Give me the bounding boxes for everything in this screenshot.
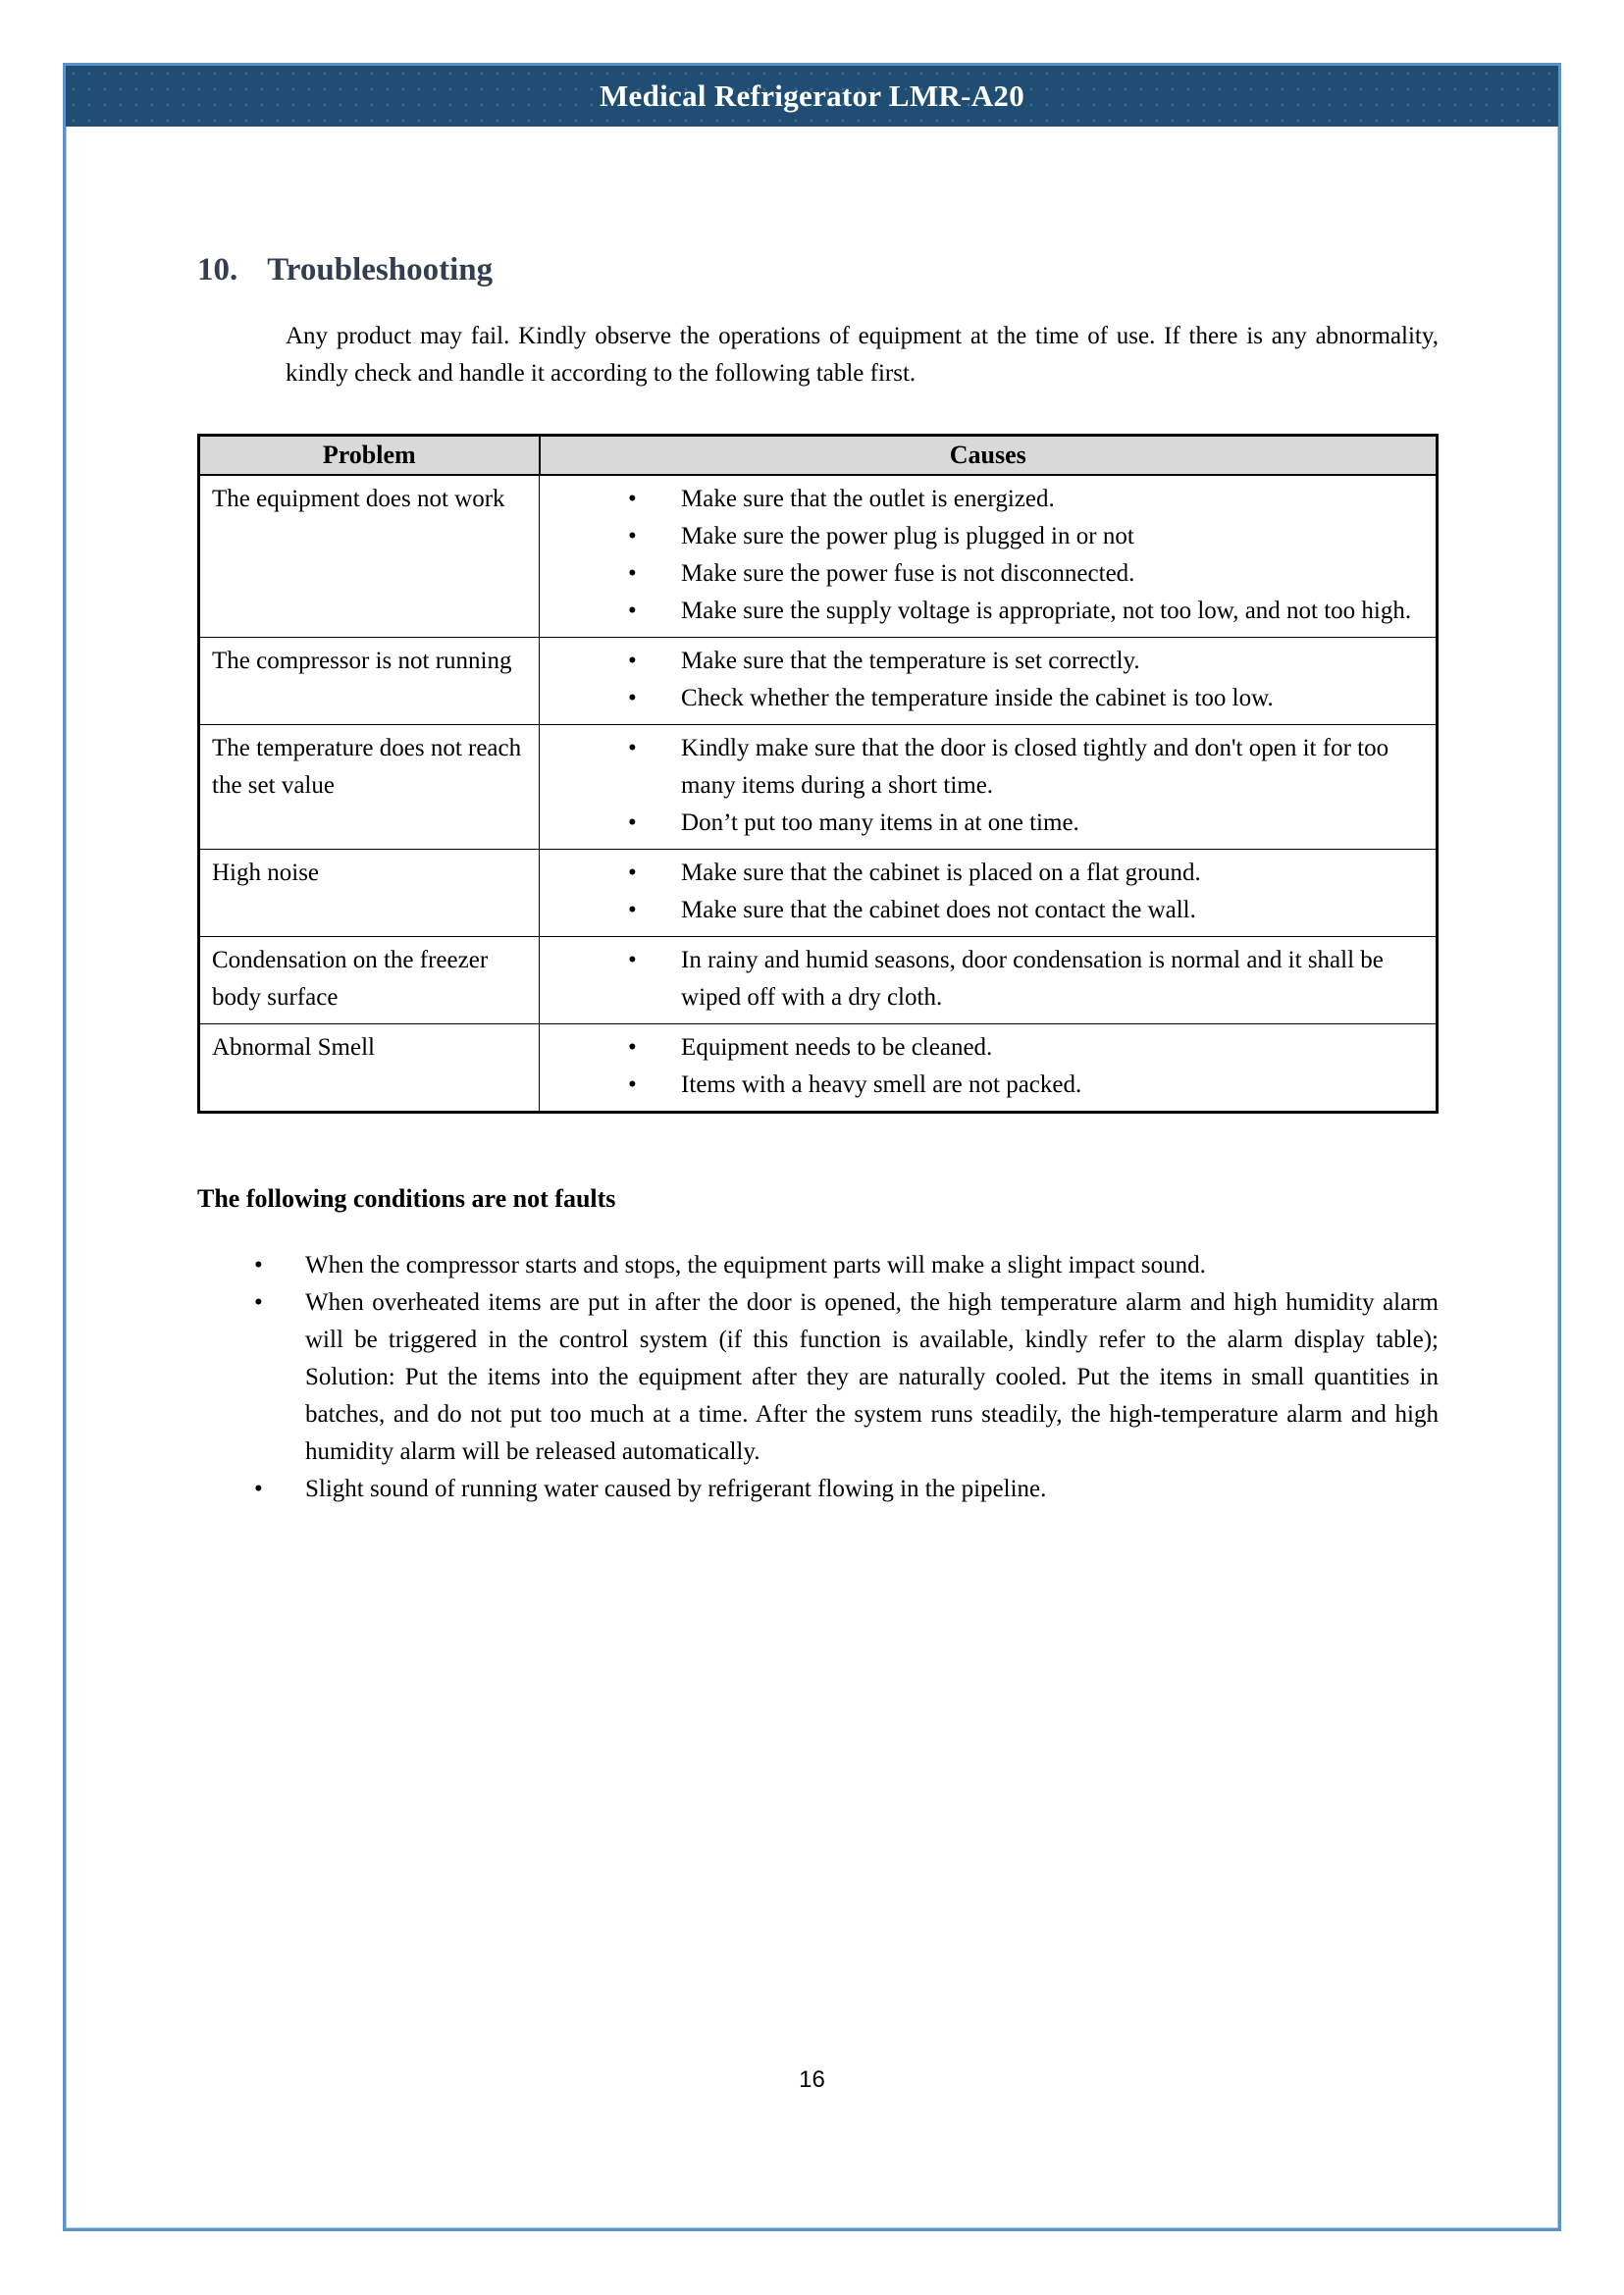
table-row	[199, 638, 1438, 725]
causes-cell	[540, 850, 1438, 937]
cause-item: • Check whether the temperature inside the cabinet is too low.	[628, 680, 1428, 717]
causes-cell	[540, 638, 1438, 725]
problem-cell: The equipment does not work	[199, 475, 540, 638]
table-row	[199, 937, 1438, 1024]
table-header-row	[199, 436, 1438, 476]
causes-cell	[540, 475, 1438, 638]
cause-item: • In rainy and humid seasons, door condensation is normal and it shall be wiped off with a dry cloth.	[628, 942, 1428, 1017]
cause-item: • Items with a heavy smell are not packed.	[628, 1067, 1428, 1104]
cause-item: • Equipment needs to be cleaned.	[628, 1029, 1428, 1067]
causes-cell	[540, 725, 1438, 850]
table-row	[199, 1024, 1438, 1113]
causes-list	[628, 481, 1428, 630]
causes-cell	[540, 1024, 1438, 1113]
cause-item: • Don’t put too many items in at one time.	[628, 805, 1428, 842]
page-content	[66, 127, 1558, 1508]
table-body	[199, 475, 1438, 1113]
cause-item: • Make sure that the cabinet does not contact the wall.	[628, 892, 1428, 929]
intro-paragraph: Any product may fail. Kindly observe the operations of equipment at the time of use. If there is any abnormality, kindly check and handle it according to the following table first.	[286, 323, 1439, 387]
troubleshooting-table	[197, 434, 1439, 1114]
table-head	[199, 436, 1438, 476]
problem-cell: The compressor is not running	[199, 638, 540, 725]
section-heading	[197, 252, 1439, 288]
not-faults-heading: The following conditions are not faults	[197, 1184, 616, 1213]
cause-item: • Make sure the power fuse is not disconnected.	[628, 555, 1428, 593]
cause-item: • Make sure that the temperature is set correctly.	[628, 643, 1428, 680]
cause-item: • Make sure the supply voltage is appropriate, not too low, and not too high.	[628, 593, 1428, 630]
not-fault-item: • When overheated items are put in after the door is opened, the high temperature alarm and high humidity alarm will be triggered in the control system (if this function is available, kindly refer to the alarm display table); Solution: Put the items into the equipment after they are naturally cooled. Put the items in small quantities in batches, and do not put too much at a time. After the system runs steadily, the high-temperature alarm and high humidity alarm will be released automatically.	[254, 1284, 1439, 1471]
cause-item: • Kindly make sure that the door is closed tightly and don't open it for too many items during a short time.	[628, 730, 1428, 805]
problem-cell: The temperature does not reach the set value	[199, 725, 540, 850]
header-title: Medical Refrigerator LMR-A20	[599, 78, 1025, 113]
table-row	[199, 475, 1438, 638]
page-number: 16	[799, 2066, 825, 2093]
not-fault-item: • Slight sound of running water caused by refrigerant flowing in the pipeline.	[254, 1471, 1439, 1508]
causes-list	[628, 942, 1428, 1017]
causes-list	[628, 730, 1428, 842]
not-faults-list	[254, 1247, 1439, 1508]
problem-cell: High noise	[199, 850, 540, 937]
cause-item: • Make sure that the cabinet is placed on a flat ground.	[628, 855, 1428, 892]
table-header-problem: Problem	[199, 436, 540, 476]
causes-list	[628, 1029, 1428, 1104]
not-fault-item: • When the compressor starts and stops, the equipment parts will make a slight impact sound.	[254, 1247, 1439, 1284]
section-number: 10.	[197, 252, 238, 287]
cause-item: • Make sure that the outlet is energized.	[628, 481, 1428, 518]
header-bar	[66, 66, 1558, 127]
table-header-causes: Causes	[540, 436, 1438, 476]
causes-list	[628, 855, 1428, 929]
problem-cell: Condensation on the freezer body surface	[199, 937, 540, 1024]
page-border-frame	[63, 63, 1561, 2231]
table-row	[199, 850, 1438, 937]
problem-cell: Abnormal Smell	[199, 1024, 540, 1113]
section-title: Troubleshooting	[267, 252, 494, 287]
causes-list	[628, 643, 1428, 717]
causes-cell	[540, 937, 1438, 1024]
table-row	[199, 725, 1438, 850]
cause-item: • Make sure the power plug is plugged in or not	[628, 518, 1428, 555]
